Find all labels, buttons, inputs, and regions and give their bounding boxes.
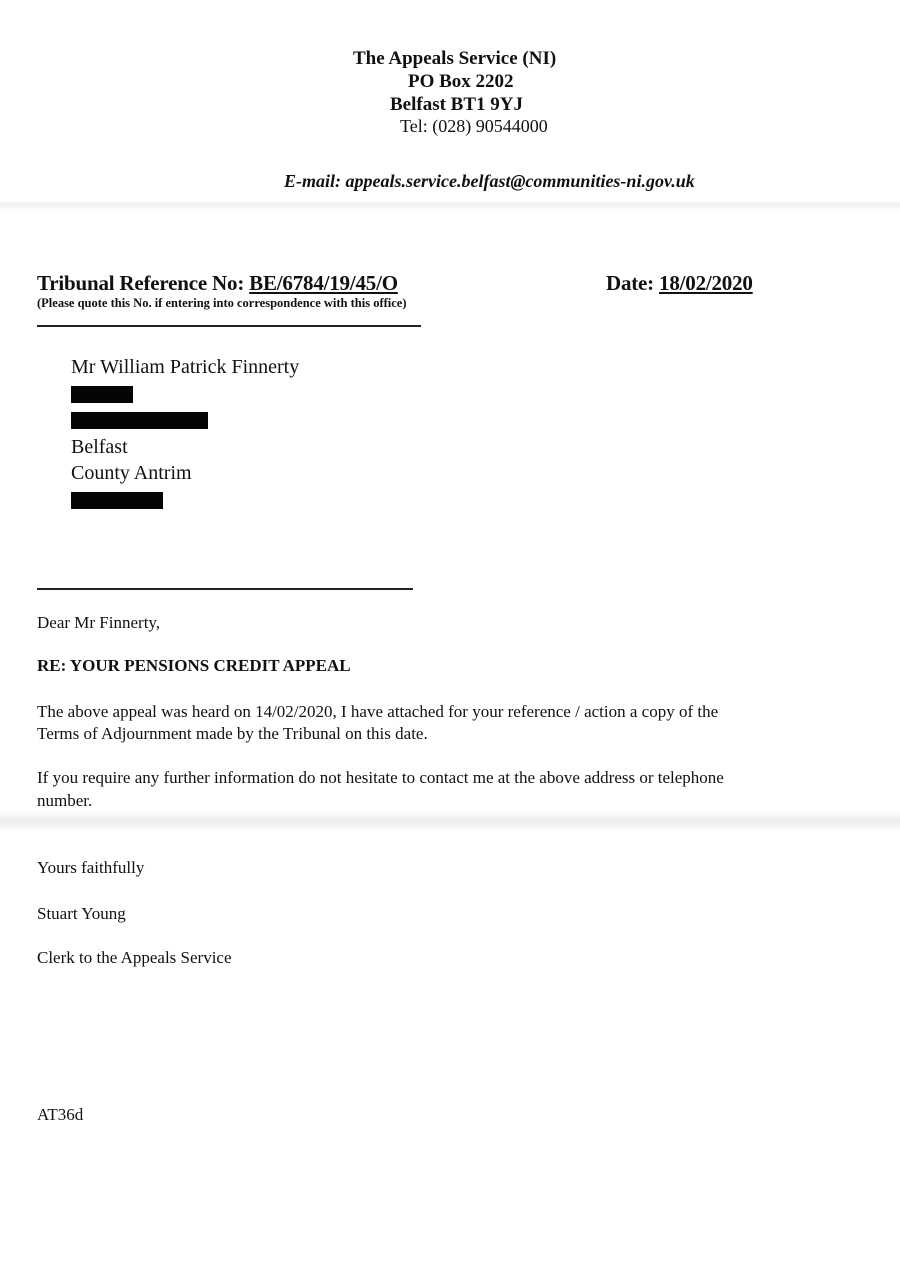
signatory-name: Stuart Young (37, 904, 126, 923)
date-value: 18/02/2020 (659, 271, 753, 295)
subject-line: RE: YOUR PENSIONS CREDIT APPEAL (37, 656, 351, 675)
redacted-postcode (71, 492, 163, 509)
paragraph-2-line-1: If you require any further information do not hesitate to contact me at the above address or telephone (37, 768, 724, 787)
sender-po-box: PO Box 2202 (408, 71, 514, 92)
date-label: Date: (606, 271, 660, 295)
paragraph-1-line-2: Terms of Adjournment made by the Tribunal on this date. (37, 724, 428, 743)
signatory-title: Clerk to the Appeals Service (37, 948, 232, 967)
sender-telephone: Tel: (028) 90544000 (400, 116, 548, 136)
sender-email: E-mail: appeals.service.belfast@communities-ni.gov.uk (284, 171, 695, 191)
reference-label: Tribunal Reference No: (37, 271, 250, 295)
recipient-name: Mr William Patrick Finnerty (71, 356, 300, 378)
tribunal-reference (37, 271, 398, 296)
divider-line (37, 325, 421, 327)
reference-note: (Please quote this No. if entering into correspondence with this office) (37, 296, 407, 310)
letter-date (606, 271, 753, 296)
reference-number: BE/6784/19/45/O (249, 271, 398, 295)
recipient-county: County Antrim (71, 462, 192, 484)
closing: Yours faithfully (37, 858, 145, 877)
paper-fold-shadow (0, 810, 900, 832)
salutation: Dear Mr Finnerty, (37, 613, 161, 632)
sender-city-postcode: Belfast BT1 9YJ (390, 94, 523, 115)
redacted-address-line (71, 412, 208, 429)
divider-line (37, 588, 413, 590)
paragraph-1-line-1: The above appeal was heard on 14/02/2020, I have attached for your reference / action a copy of the (37, 702, 719, 721)
sender-name: The Appeals Service (NI) (353, 48, 557, 69)
paragraph-2-line-2: number. (37, 791, 93, 810)
form-code: AT36d (37, 1105, 84, 1124)
redacted-address-line (71, 386, 133, 403)
recipient-city: Belfast (71, 436, 128, 458)
paper-fold-shadow (0, 200, 900, 210)
